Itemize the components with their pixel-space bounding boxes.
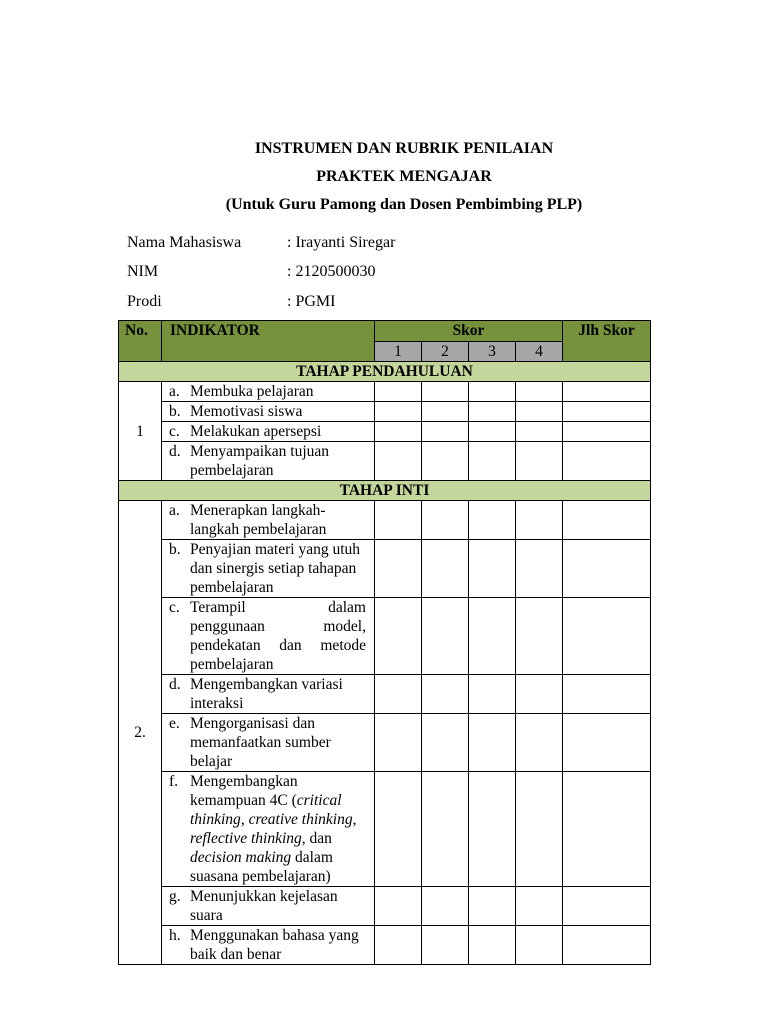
score-cell[interactable] [422,501,469,540]
table-row [119,887,651,926]
item-text: Melakukan apersepsi [190,423,322,440]
score-cell[interactable] [422,422,469,442]
rubric-table [118,320,651,965]
score-cell[interactable] [375,772,422,887]
score-cell[interactable] [422,887,469,926]
text-part: , [352,811,357,828]
nama-label: Nama Mahasiswa [127,234,242,251]
indicator-cell [162,501,375,540]
table-row [119,422,651,442]
score-cell[interactable] [422,382,469,402]
score-cell[interactable] [375,887,422,926]
item-text: Penyajian materi yang utuh dan sinergis setiap tahapan pembelajaran [190,541,361,596]
total-score-cell[interactable] [563,402,651,422]
score-cell[interactable] [516,442,563,481]
score-cell[interactable] [422,598,469,675]
score-cell[interactable] [375,540,422,598]
score-cell[interactable] [469,772,516,887]
indicator-cell [162,540,375,598]
skor-level-4: 4 [516,342,563,362]
score-cell[interactable] [516,598,563,675]
score-cell[interactable] [422,402,469,422]
indicator-cell [162,675,375,714]
score-cell[interactable] [375,422,422,442]
score-cell[interactable] [516,772,563,887]
item-text: Menerapkan langkah-langkah pembelajaran [190,502,327,538]
item-text: Menyampaikan tujuan pembelajaran [190,443,330,479]
total-score-cell[interactable] [563,675,651,714]
skor-level-3: 3 [469,342,516,362]
total-score-cell[interactable] [563,887,651,926]
indicator-cell [162,598,375,675]
indicator-cell [162,926,375,965]
item-letter: h. [169,927,181,944]
table-row [119,772,651,887]
indicator-cell [162,422,375,442]
item-text [190,772,366,886]
score-cell[interactable] [469,402,516,422]
title-line-1: INSTRUMEN DAN RUBRIK PENILAIAN [254,140,554,157]
indicator-cell [162,402,375,422]
score-cell[interactable] [516,382,563,402]
score-cell[interactable] [469,422,516,442]
item-letter: d. [169,676,181,693]
score-cell[interactable] [469,598,516,675]
section-header-pendahuluan [119,362,651,382]
total-score-cell[interactable] [563,540,651,598]
italic-term: critical thinking [190,792,342,828]
item-text: Menunjukkan kejelasan suara [190,888,338,924]
total-score-cell[interactable] [563,926,651,965]
item-letter: e. [169,715,180,732]
score-cell[interactable] [469,926,516,965]
table-row [119,382,651,402]
item-letter: b. [169,403,181,420]
row-number: 1 [119,382,162,481]
text-part: Mengembangkan kemampuan 4C ( [190,773,298,809]
skor-level-1: 1 [375,342,422,362]
score-cell[interactable] [516,540,563,598]
score-cell[interactable] [375,675,422,714]
italic-term: reflective thinking [190,830,302,847]
nim-label: NIM [127,263,159,280]
table-row [119,926,651,965]
table-row [119,714,651,772]
section-header-inti [119,481,651,501]
indicator-cell [162,714,375,772]
header-jlh-skor: Jlh Skor [563,321,651,362]
total-score-cell[interactable] [563,714,651,772]
item-letter: c. [169,599,180,616]
score-cell[interactable] [375,926,422,965]
item-text: Membuka pelajaran [190,383,314,400]
section-title: TAHAP PENDAHULUAN [119,362,651,382]
total-score-cell[interactable] [563,772,651,887]
score-cell[interactable] [469,540,516,598]
total-score-cell[interactable] [563,422,651,442]
score-cell[interactable] [422,714,469,772]
score-cell[interactable] [422,442,469,481]
score-cell[interactable] [375,402,422,422]
item-text: Terampil dalam penggunaan model, pendekatan dan metode pembelajaran [190,599,366,673]
score-cell[interactable] [469,887,516,926]
item-letter: b. [169,541,181,558]
score-cell[interactable] [422,675,469,714]
score-cell[interactable] [469,442,516,481]
section-title: TAHAP INTI [119,481,651,501]
table-row [119,675,651,714]
title-line-3: (Untuk Guru Pamong dan Dosen Pembimbing PLP) [225,196,583,213]
score-cell[interactable] [516,887,563,926]
score-cell[interactable] [422,540,469,598]
indicator-cell [162,772,375,887]
title-line-2: PRAKTEK MENGAJAR [316,168,492,185]
score-cell[interactable] [422,926,469,965]
score-cell[interactable] [469,382,516,402]
item-text: Mengembangkan variasi interaksi [190,676,343,712]
text-part: , [240,811,249,828]
prodi-label: Prodi [127,293,162,310]
table-row [119,442,651,481]
indicator-cell [162,887,375,926]
total-score-cell[interactable] [563,442,651,481]
table-row [119,598,651,675]
total-score-cell[interactable] [563,598,651,675]
score-cell[interactable] [469,675,516,714]
item-letter: a. [169,383,180,400]
italic-term: creative thinking [248,811,353,828]
total-score-cell[interactable] [563,382,651,402]
score-cell[interactable] [516,714,563,772]
item-text: Menggunakan bahasa yang baik dan benar [190,927,359,963]
score-cell[interactable] [375,501,422,540]
score-cell[interactable] [375,598,422,675]
text-part: dalam suasana pembelajaran) [190,849,333,885]
item-text: Memotivasi siswa [190,403,303,420]
score-cell[interactable] [516,675,563,714]
item-letter: d. [169,443,181,460]
item-letter: c. [169,423,180,440]
score-cell[interactable] [516,926,563,965]
header-indikator: INDIKATOR [162,321,375,362]
score-cell[interactable] [375,714,422,772]
score-cell[interactable] [469,501,516,540]
text-part: , dan [301,830,332,847]
skor-level-2: 2 [422,342,469,362]
row-number: 2. [119,501,162,965]
item-text: Mengorganisasi dan memanfaatkan sumber belajar [190,715,331,770]
score-cell[interactable] [516,501,563,540]
score-cell[interactable] [375,442,422,481]
indicator-cell [162,382,375,402]
header-skor: Skor [375,321,563,342]
header-row [119,321,651,342]
header-no: No. [119,321,162,362]
indicator-cell [162,442,375,481]
document-title [0,135,768,219]
italic-term: decision making [190,849,292,866]
score-cell[interactable] [422,772,469,887]
item-letter: a. [169,502,180,519]
score-cell[interactable] [469,714,516,772]
table-row [119,540,651,598]
score-cell[interactable] [516,402,563,422]
item-letter: g. [169,888,181,905]
score-cell[interactable] [516,422,563,442]
nim-value: : 2120500030 [287,263,376,280]
item-letter: f. [169,773,179,790]
table-row [119,402,651,422]
table-row [119,501,651,540]
prodi-value: : PGMI [287,293,336,310]
score-cell[interactable] [375,382,422,402]
nama-value: : Irayanti Siregar [287,234,396,251]
total-score-cell[interactable] [563,501,651,540]
